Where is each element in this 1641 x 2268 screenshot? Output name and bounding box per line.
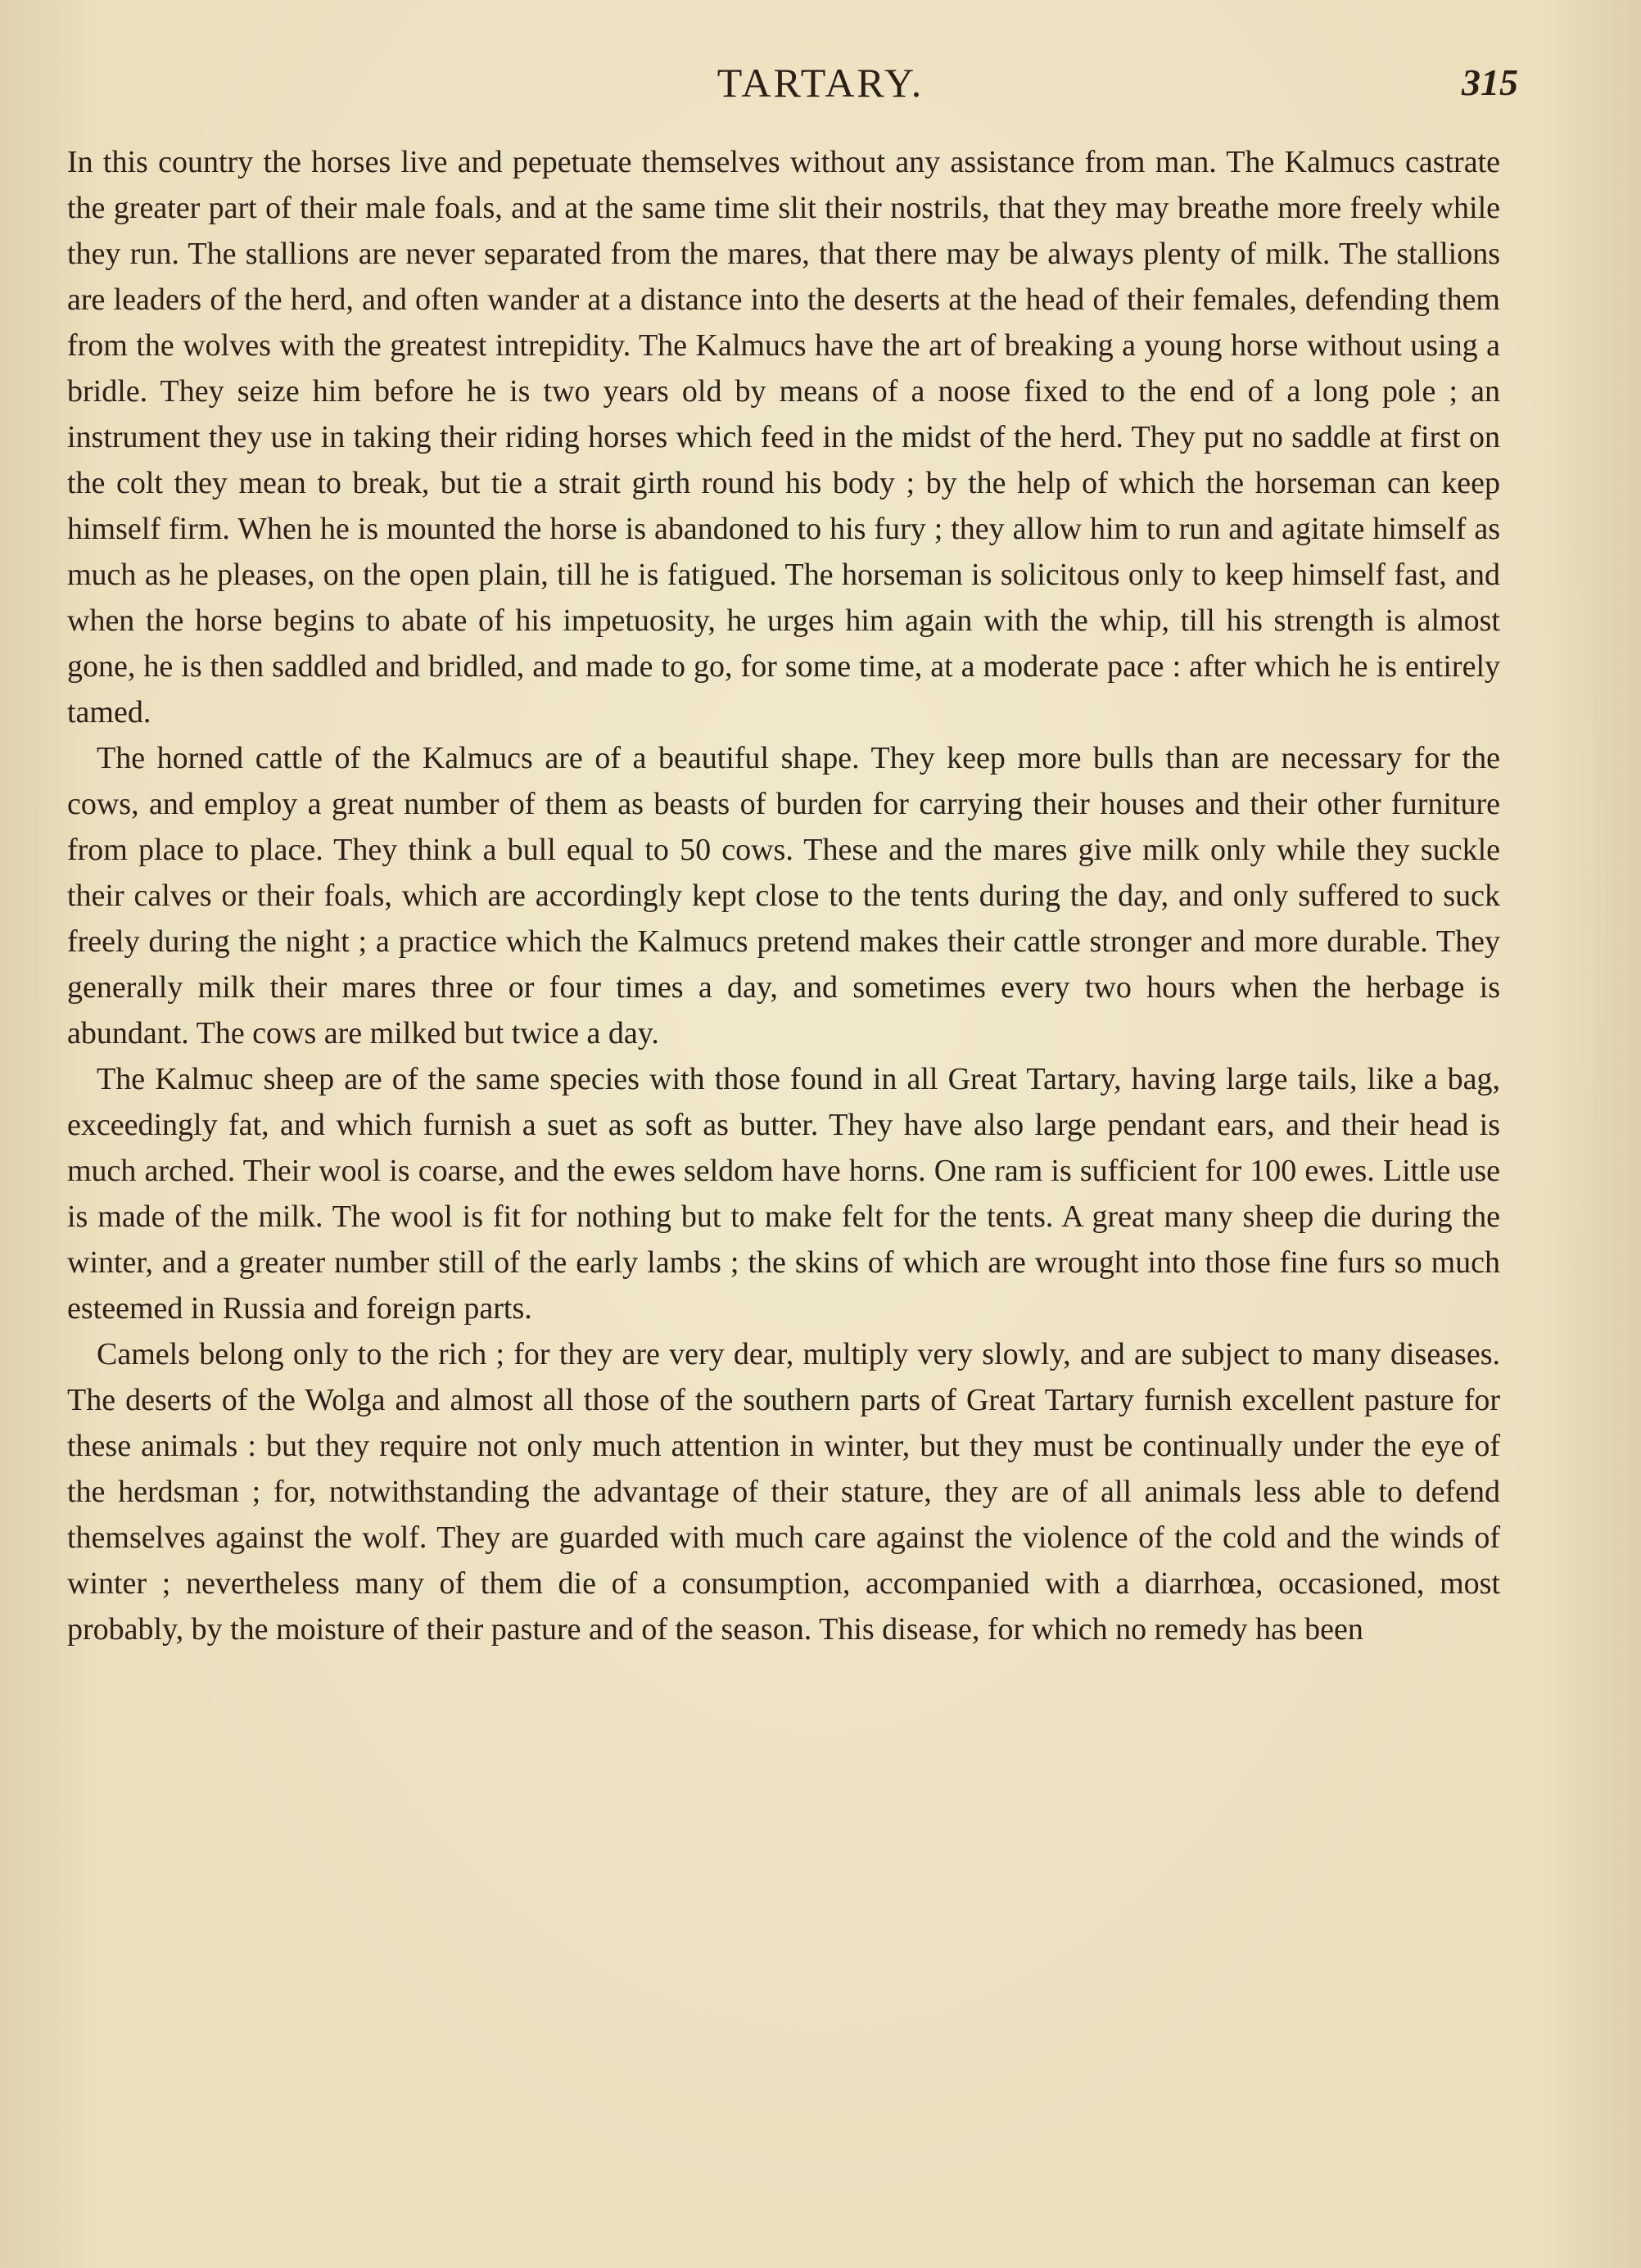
running-title: TARTARY.: [717, 60, 924, 106]
page-header: [0, 59, 1641, 116]
paragraph-cattle: The horned cattle of the Kalmucs are of a beautiful shape. They keep more bulls than are necessary for the cows, and employ a great number of them as beasts of burden for carrying their houses and their other furniture from place to place. They think a bull equal to 50 cows. These and the mares give milk only while they suckle their calves or their foals, which are accordingly kept close to the tents during the day, and only suffered to suck freely during the night ; a practice which the Kalmucs pretend makes their cattle stronger and more durable. They generally milk their mares three or four times a day, and sometimes every two hours when the herbage is abundant. The cows are milked but twice a day.: [67, 741, 1500, 1050]
page-number: 315: [1462, 61, 1518, 103]
paragraph-horses: In this country the horses live and pepetuate themselves without any assistance from man. The Kalmucs castrate the greater part of their male foals, and at the same time slit their nostrils, that they may breathe more freely while they run. The stallions are never separated from the mares, that there may be always plenty of milk. The stallions are leaders of the herd, and often wander at a distance into the deserts at the head of their females, defending them from the wolves with the greatest intrepidity. The Kalmucs have the art of breaking a young horse without using a bridle. They seize him before he is two years old by means of a noose fixed to the end of a long pole ; an instrument they use in taking their riding horses which feed in the midst of the herd. They put no saddle at first on the colt they mean to break, but tie a strait girth round his body ; by the help of which the horseman can keep himself firm. When he is mounted the horse is abandoned to his fury ; they allow him to run and agitate himself as much as he pleases, on the open plain, till he is fatigued. The horseman is solicitous only to keep himself fast, and when the horse begins to abate of his impetuosity, he urges him again with the whip, till his strength is almost gone, he is then saddled and bridled, and made to go, for some time, at a moderate pace : after which he is entirely tamed.: [67, 145, 1500, 730]
paragraph-sheep: The Kalmuc sheep are of the same species with those found in all Great Tartary, having large tails, like a bag, exceedingly fat, and which furnish a suet as soft as butter. They have also large pendant ears, and their head is much arched. Their wool is coarse, and the ewes seldom have horns. One ram is sufficient for 100 ewes. Little use is made of the milk. The wool is fit for nothing but to make felt for the tents. A great many sheep die during the winter, and a greater number still of the early lambs ; the skins of which are wrought into those fine furs so much esteemed in Russia and foreign parts.: [67, 1062, 1500, 1326]
body-text: [67, 139, 1500, 1652]
paragraph-camels: Camels belong only to the rich ; for they are very dear, multiply very slowly, and are subject to many diseases. The deserts of the Wolga and almost all those of the southern parts of Great Tartary furnish excellent pasture for these animals : but they require not only much attention in winter, but they must be continually under the eye of the herdsman ; for, notwithstanding the advantage of their stature, they are of all animals less able to defend themselves against the wolf. They are guarded with much care against the violence of the cold and the winds of winter ; nevertheless many of them die of a consumption, accompanied with a diarrhœa, occasioned, most probably, by the moisture of their pasture and of the season. This disease, for which no remedy has been: [67, 1337, 1500, 1647]
